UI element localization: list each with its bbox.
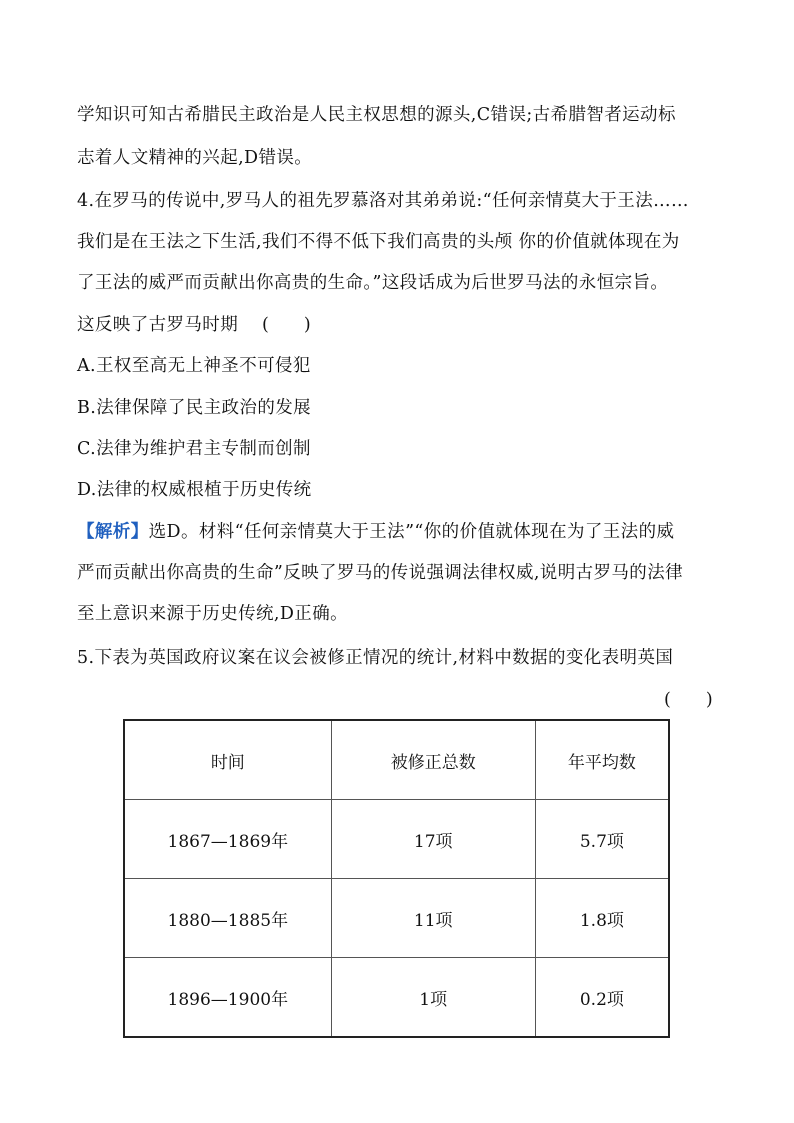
table-cell: 0.2项 [535,958,669,1038]
option-c: C.法律为维护君主专制而创制 [77,439,311,459]
option-d: D.法律的权威根植于历史传统 [77,480,312,500]
table-cell: 11项 [331,879,535,958]
table-cell: 1项 [331,958,535,1038]
paragraph-line: 志着人文精神的兴起,D错误。 [77,148,313,168]
table-header-cell: 时间 [124,720,331,800]
analysis-line [77,520,757,544]
table-header-cell: 被修正总数 [331,720,535,800]
analysis-line: 至上意识来源于历史传统,D正确。 [77,604,348,624]
answer-bracket: ( ) [262,315,311,335]
question-4-line: 了王法的威严而贡献出你高贵的生命。”这段话成为后世罗马法的永恒宗旨。 [77,273,669,293]
question-4-line: 我们是在王法之下生活,我们不得不低下我们高贵的头颅 你的价值就体现在为 [77,232,680,252]
statistics-table [123,719,670,1038]
answer-bracket: ( ) [664,690,713,710]
table-header-row [124,720,669,800]
analysis-text: 选D。材料“任何亲情莫大于王法”“你的价值就体现在为了王法的威 [148,522,675,542]
table-row [124,800,669,879]
table-cell: 1867—1869年 [124,800,331,879]
table-cell: 1896—1900年 [124,958,331,1038]
table-cell: 5.7项 [535,800,669,879]
table-row [124,958,669,1038]
table-cell: 1880—1885年 [124,879,331,958]
table-row [124,879,669,958]
question-5-line: 5.下表为英国政府议案在议会被修正情况的统计,材料中数据的变化表明英国 [77,648,674,668]
question-4-line: 4.在罗马的传说中,罗马人的祖先罗慕洛对其弟弟说:“任何亲情莫大于王法…… [77,191,689,211]
table-cell: 17项 [331,800,535,879]
analysis-line: 严而贡献出你高贵的生命”反映了罗马的传说强调法律权威,说明古罗马的法律 [77,563,684,583]
option-b: B.法律保障了民主政治的发展 [77,398,312,418]
option-a: A.王权至高无上神圣不可侵犯 [77,356,311,376]
paragraph-line: 学知识可知古希腊民主政治是人民主权思想的源头,C错误;古希腊智者运动标 [77,105,676,125]
table-cell: 1.8项 [535,879,669,958]
table-header-cell: 年平均数 [535,720,669,800]
analysis-tag: 【解析】 [77,522,149,542]
question-4-line: 这反映了古罗马时期 [77,315,239,335]
